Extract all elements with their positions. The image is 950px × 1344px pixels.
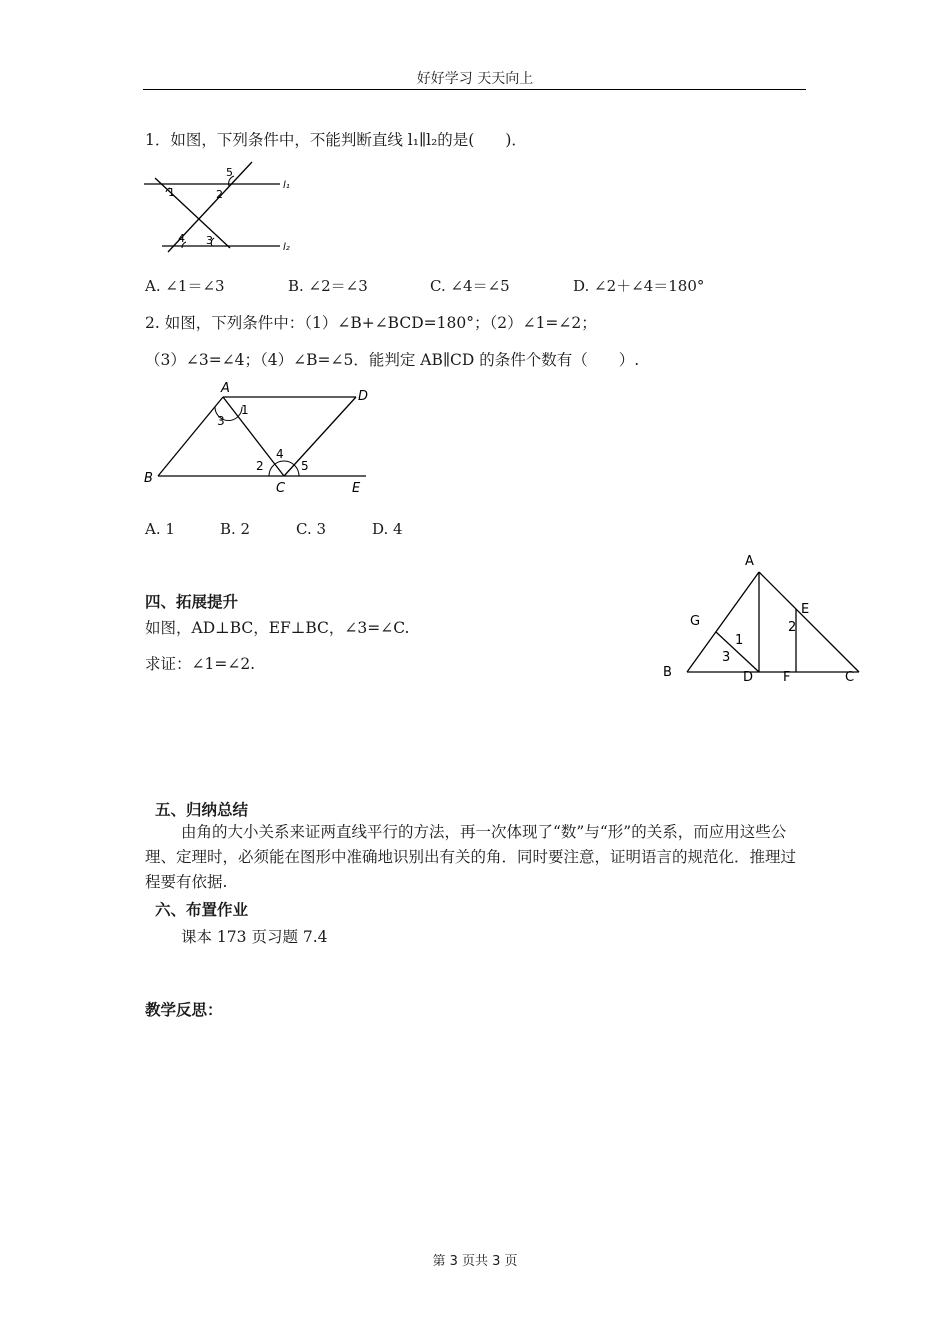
s4-point-e: E	[801, 602, 810, 617]
section5-title: 五、归纳总结	[155, 801, 249, 819]
q2-segment-ab	[158, 397, 223, 476]
q1-option-b: B. ∠2＝∠3	[288, 277, 368, 295]
q2-point-a: A	[221, 381, 230, 396]
section6-title: 六、布置作业	[155, 901, 249, 919]
header-rule	[143, 89, 806, 90]
q2-option-d: D. 4	[372, 520, 403, 538]
s4-point-f: F	[783, 670, 791, 685]
s4-angle-1: 1	[735, 633, 744, 648]
s4-point-g: G	[690, 614, 701, 629]
q2-angle-4: 4	[276, 447, 284, 461]
q2-angle-1: 1	[241, 403, 249, 417]
q2-angle-2: 2	[256, 459, 264, 473]
page-header: 好好学习 天天向上	[416, 71, 534, 87]
section4-figure	[655, 548, 870, 688]
q2-segment-cd	[284, 397, 356, 476]
page-footer: 第 3 页共 3 页	[432, 1254, 518, 1269]
s4-segment-ac	[759, 572, 859, 672]
q2-point-d: D	[358, 389, 369, 404]
q1-label-1: 1	[168, 186, 175, 199]
q1-stem: 1．如图，下列条件中，不能判断直线 l₁∥l₂的是( )．	[145, 131, 527, 149]
section5-body: 由角的大小关系来证两直线平行的方法，再一次体现了“数”与“形”的关系，而应用这些公理、定理时，必须能在图形中准确地识别出有关的角．同时要注意，证明语言的规范化．推理过程要有依据.	[145, 823, 797, 891]
s4-point-a: A	[745, 554, 754, 569]
q1-option-c: C. ∠4＝∠5	[430, 277, 510, 295]
q2-angle-5: 5	[301, 459, 309, 473]
s4-angle-3: 3	[722, 650, 731, 665]
q2-stem-line2: （3）∠3=∠4；（4）∠B=∠5．能判定 AB∥CD 的条件个数有（ ）.	[145, 351, 640, 369]
section4-title: 四、拓展提升	[145, 593, 239, 611]
q2-point-e: E	[352, 481, 361, 496]
q1-figure	[140, 158, 300, 258]
q2-figure	[138, 372, 378, 500]
section4-prove: 求证：∠1=∠2.	[145, 655, 256, 673]
section4-given: 如图，AD⊥BC，EF⊥BC，∠3=∠C.	[145, 619, 410, 637]
q1-option-d: D. ∠2＋∠4＝180°	[573, 277, 705, 295]
q1-label-2: 2	[216, 188, 223, 201]
q2-point-c: C	[276, 481, 286, 496]
s4-point-b: B	[663, 665, 672, 680]
q2-angle-3: 3	[217, 414, 225, 428]
q1-label-l2: l₂	[283, 242, 290, 253]
q2-option-a: A. 1	[145, 520, 175, 538]
q2-stem-line1: 2. 如图，下列条件中：（1）∠B+∠BCD=180°；（2）∠1=∠2；	[145, 314, 597, 332]
q2-option-b: B. 2	[220, 520, 251, 538]
q1-option-a: A. ∠1＝∠3	[145, 277, 225, 295]
q1-label-5: 5	[226, 166, 233, 179]
s4-point-d: D	[743, 670, 754, 685]
q2-option-c: C. 3	[296, 520, 327, 538]
section6-body: 课本 173 页习题 7.4	[181, 928, 328, 946]
s4-point-c: C	[845, 670, 855, 685]
reflection-title: 教学反思：	[145, 1001, 223, 1019]
s4-angle-2: 2	[788, 620, 797, 635]
q1-label-3: 3	[206, 234, 213, 247]
q1-label-4: 4	[178, 232, 185, 245]
q1-label-l1: l₁	[283, 180, 290, 191]
q2-point-b: B	[144, 471, 153, 486]
